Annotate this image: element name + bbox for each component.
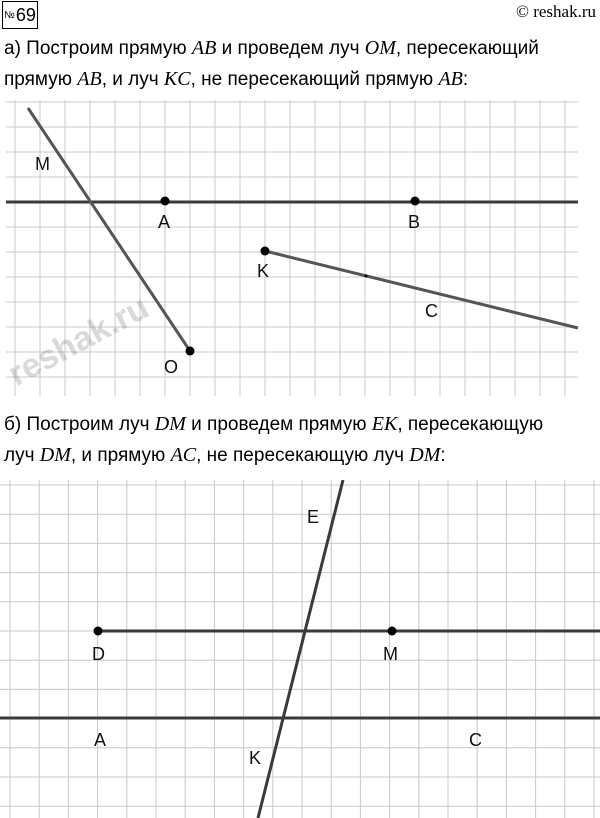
text-span: и проведем прямую [185,414,372,435]
text-span: , не пересекающий прямую [190,68,439,90]
var-ac: AC [170,443,197,466]
label-c: C [425,301,438,321]
var-dm: DM [154,413,186,435]
text-span: , пересекающую [397,414,544,435]
label-o: O [164,357,179,377]
label-b: B [408,212,421,232]
site-credit: © reshak.ru [516,2,596,21]
number-sign: № [4,10,15,21]
label-a: A [158,212,171,232]
task-number: 69 [15,5,36,25]
label-c: C [469,730,482,750]
point-b [411,197,420,206]
var-ab: AB [438,67,463,90]
label-d: D [92,644,105,664]
text-span: и проведем луч [216,38,365,59]
text-span: , и луч [101,68,164,90]
label-k: K [249,748,262,768]
var-kc: KC [163,67,191,90]
point-m [388,627,397,636]
task-number-badge [2,1,38,29]
label-e: E [307,507,320,527]
point-d [94,627,103,636]
point-c-mark [365,275,368,278]
label-a: A [94,730,107,750]
figure-b [0,480,600,818]
ray-kc [265,251,578,328]
text-span: луч [4,444,40,466]
text-span: б) Построим луч [4,414,155,435]
var-ek: EK [371,413,398,435]
part-b-text [4,409,543,470]
text-span: : [440,444,446,466]
var-dm: DM [409,443,441,466]
text-span: , не пересекающую луч [196,444,410,466]
var-dm: DM [39,443,71,466]
text-span: : [462,68,469,90]
label-m: M [383,644,398,664]
label-m: M [35,154,50,174]
watermark: reshak.ru [2,288,156,394]
part-a-text [4,33,539,94]
text-span: , пересекающий [395,38,539,59]
var-ab: AB [77,67,102,90]
var-om: OM [364,37,396,59]
var-ab: AB [191,37,217,59]
point-a [161,197,170,206]
text-span: прямую [4,68,78,90]
label-k: K [257,261,270,281]
point-k [261,247,270,256]
line-ek [258,480,343,818]
point-o [186,347,195,356]
text-span: а) Построим прямую [4,38,192,59]
text-span: , и прямую [70,444,171,466]
